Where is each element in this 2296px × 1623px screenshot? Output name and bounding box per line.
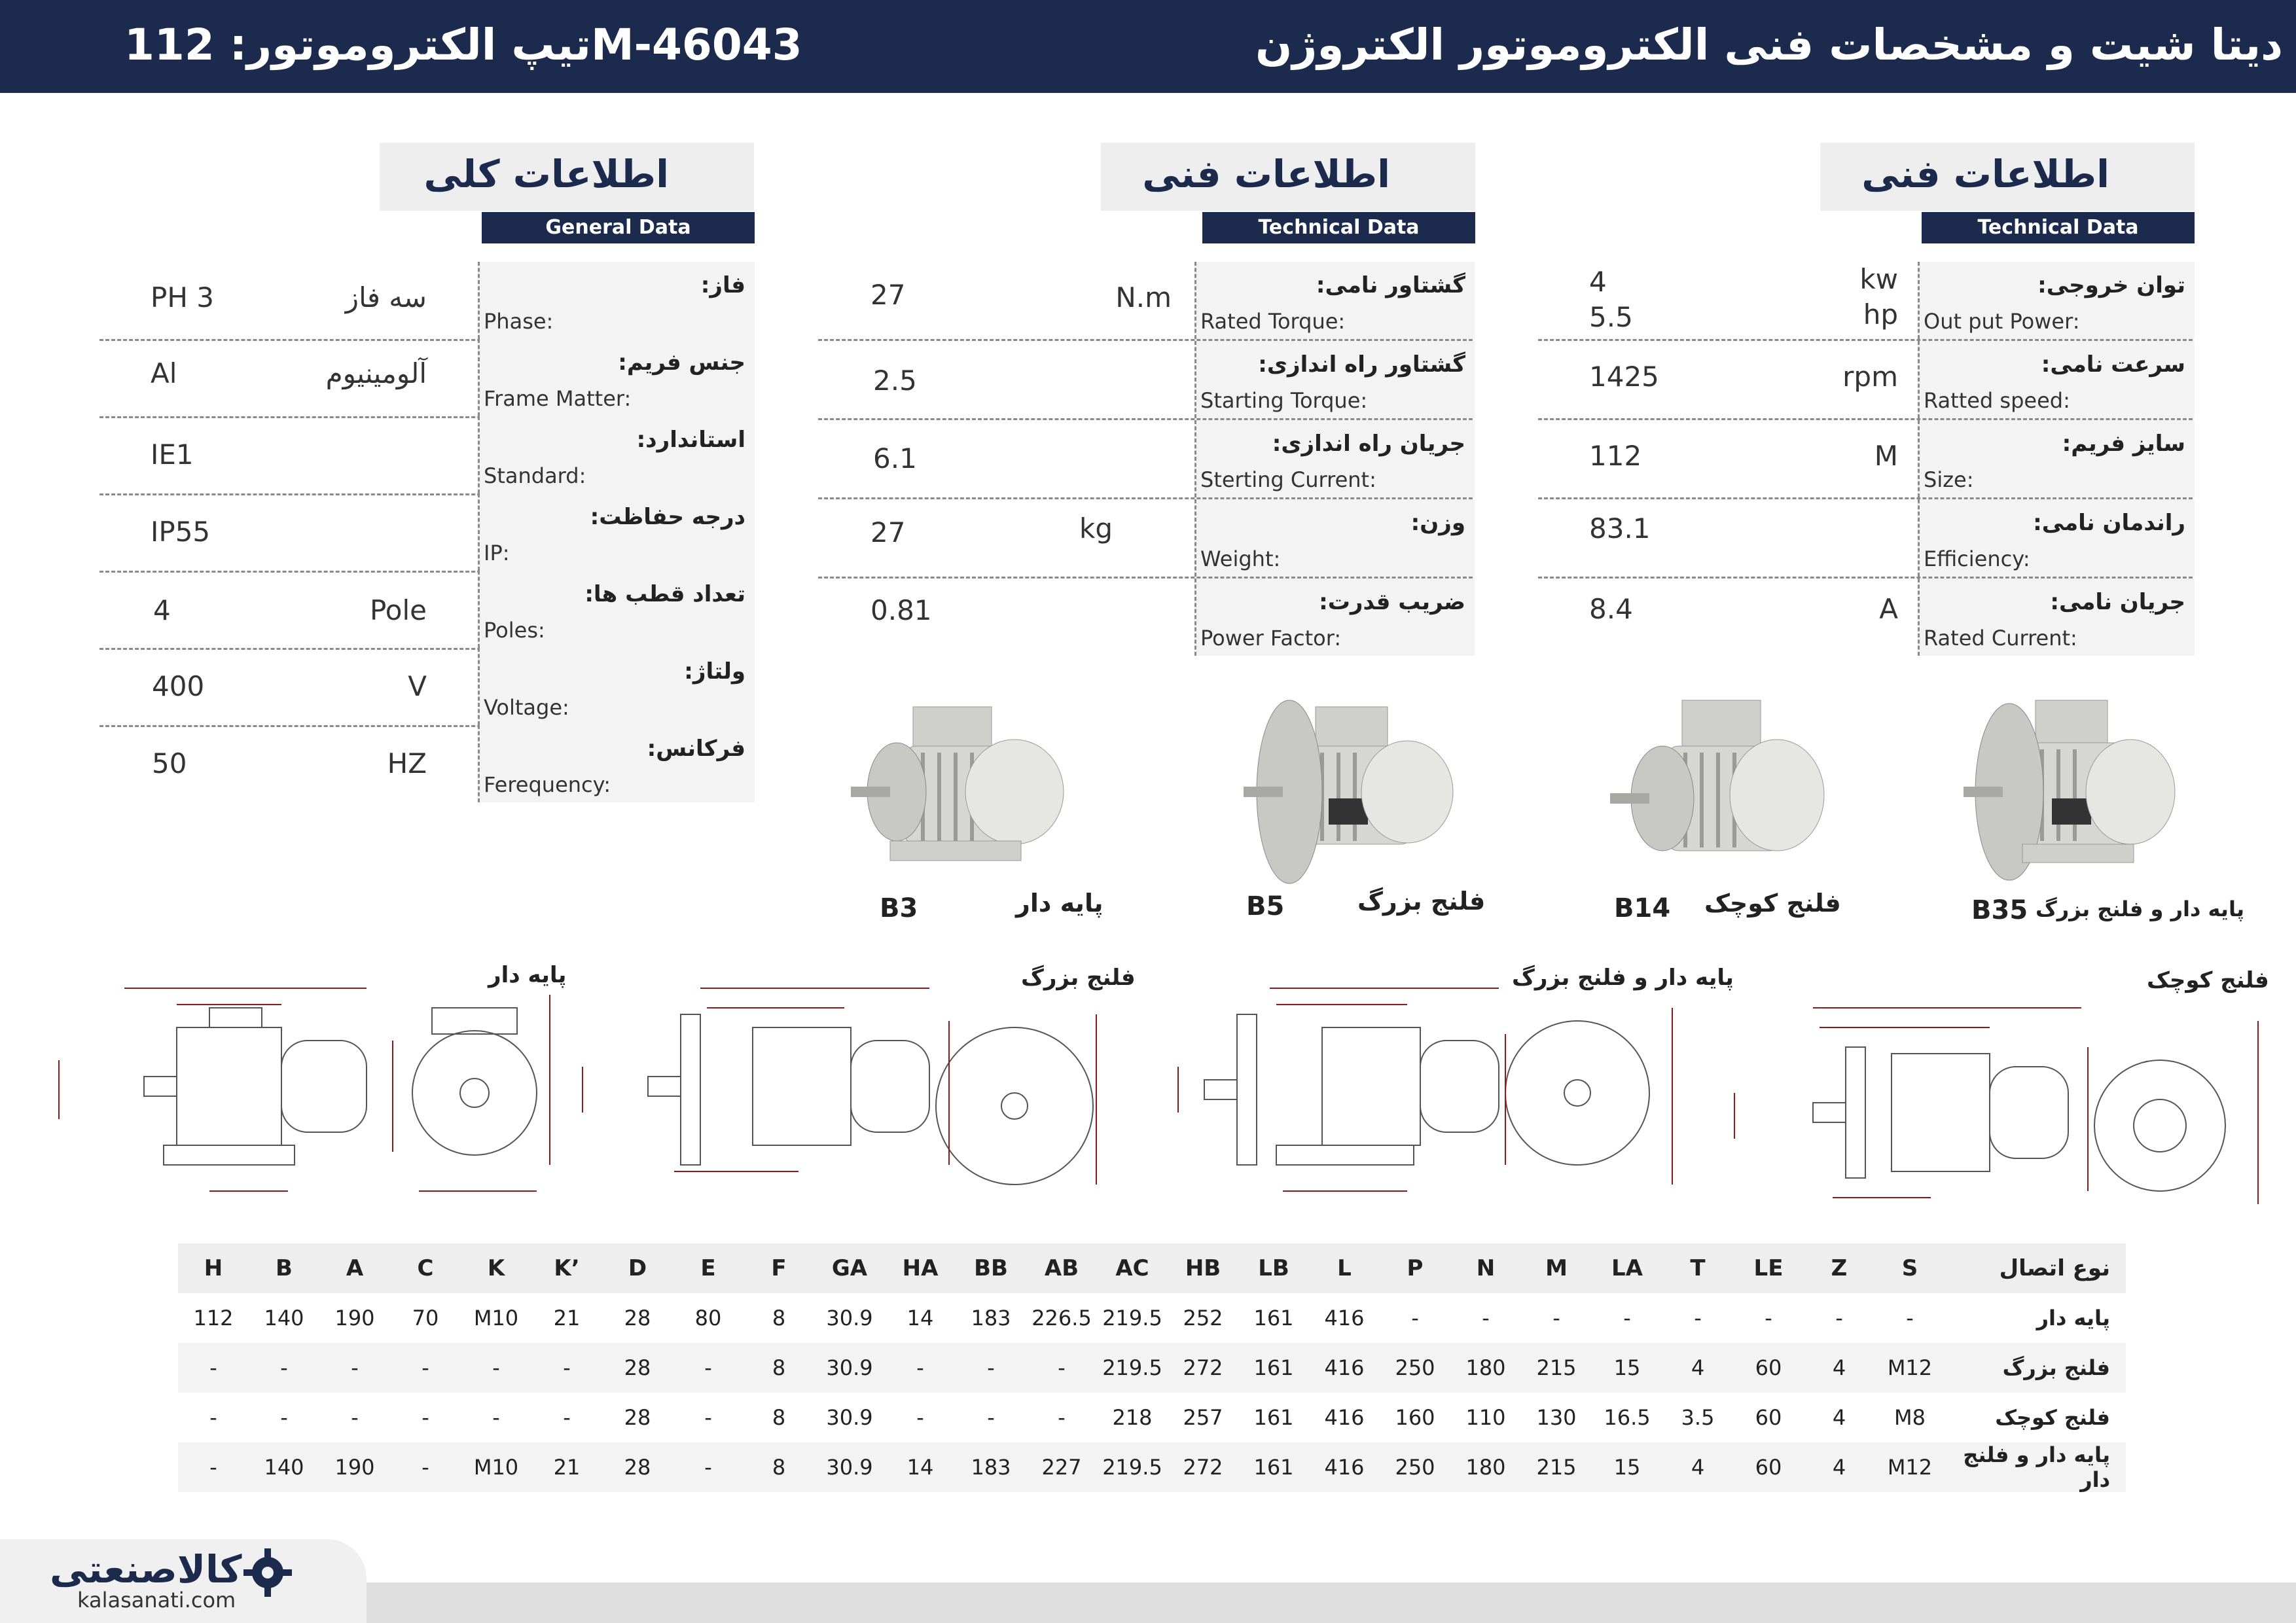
table-cell: 70 — [390, 1293, 461, 1343]
spec-value: IE1 — [151, 438, 194, 471]
spec-label-fa: وزن: — [1410, 510, 1465, 536]
table-cell: 161 — [1238, 1343, 1309, 1393]
table-cell: - — [461, 1343, 531, 1393]
table-cell: 112 — [178, 1293, 249, 1343]
spec-unit: N.m — [1115, 281, 1172, 313]
table-cell: 215 — [1521, 1343, 1592, 1393]
table-cell: 252 — [1168, 1293, 1238, 1343]
table-cell: 219.5 — [1097, 1442, 1168, 1492]
row-name: پایه دار — [1945, 1293, 2126, 1343]
spec-value: 50 — [152, 747, 187, 779]
tech1-section-header — [1820, 143, 2195, 211]
table-cell: M10 — [461, 1293, 531, 1343]
table-cell: 130 — [1521, 1393, 1592, 1442]
column-header: GA — [814, 1243, 885, 1293]
mount-code-b3: B3 — [880, 893, 918, 923]
table-cell: - — [319, 1393, 390, 1442]
table-cell: 161 — [1238, 1393, 1309, 1442]
table-cell: 416 — [1309, 1393, 1380, 1442]
spec-label-en: Ferequency: — [484, 772, 611, 797]
general-subtitle: General Data — [482, 212, 755, 243]
tech1-row-efficiency — [1538, 499, 2193, 579]
table-cell: 272 — [1168, 1343, 1238, 1393]
general-row-frame — [99, 339, 753, 418]
table-cell: - — [1026, 1393, 1097, 1442]
spec-label-fa: سرعت نامی: — [2041, 351, 2185, 378]
table-cell: - — [1450, 1293, 1521, 1343]
spec-label-fa: فرکانس: — [647, 736, 745, 762]
spec-value: 2.5 — [873, 365, 917, 397]
spec-label-fa: جریان نامی: — [2050, 589, 2185, 615]
table-cell: 28 — [602, 1343, 673, 1393]
dimension-table — [178, 1243, 2126, 1492]
table-cell: - — [956, 1393, 1026, 1442]
page-title: دیتا شیت و مشخصات فنی الکتروموتور الکتروژن — [1255, 20, 2283, 70]
column-header: BB — [956, 1243, 1026, 1293]
general-row-phase — [99, 262, 753, 341]
table-cell: - — [178, 1343, 249, 1393]
mount-code-b35: B35 — [1971, 895, 2028, 925]
drawing-foot-mount — [39, 969, 563, 1217]
spec-unit: HZ — [387, 747, 427, 779]
spec-value: 27 — [870, 516, 906, 548]
footer-logo — [0, 1539, 367, 1623]
table-cell: 250 — [1380, 1343, 1450, 1393]
gear-icon — [243, 1548, 292, 1597]
table-cell: 4 — [1804, 1442, 1874, 1492]
mount-label-b3: پایه دار — [1016, 889, 1103, 918]
table-cell: - — [178, 1393, 249, 1442]
tech2-row-power-factor — [818, 579, 1473, 656]
table-cell: - — [1592, 1293, 1662, 1343]
table-cell: 8 — [744, 1293, 814, 1343]
table-cell: 30.9 — [814, 1343, 885, 1393]
tech1-row-size — [1538, 420, 2193, 499]
spec-value: 400 — [152, 670, 205, 702]
table-cell: - — [673, 1442, 744, 1492]
spec-label-fa: گشتاور نامی: — [1316, 272, 1465, 298]
spec-unit: kg — [1079, 512, 1113, 544]
drawing-title-small-flange: فلنج کوچک — [2147, 967, 2269, 993]
spec-label-fa: ولتاژ: — [684, 658, 745, 685]
row-name: فلنج بزرگ — [1945, 1343, 2126, 1393]
table-cell: 219.5 — [1097, 1293, 1168, 1343]
table-cell: - — [1662, 1293, 1733, 1343]
column-header: K’ — [531, 1243, 602, 1293]
spec-unit: kw — [1859, 263, 1898, 295]
general-row-standard — [99, 416, 753, 495]
column-header: P — [1380, 1243, 1450, 1293]
spec-unit: A — [1879, 593, 1898, 625]
spec-label-en: Starting Torque: — [1200, 388, 1368, 413]
general-row-ip — [99, 493, 753, 573]
spec-label-en: Weight: — [1200, 546, 1281, 571]
table-cell: 4 — [1662, 1442, 1733, 1492]
table-cell: 215 — [1521, 1442, 1592, 1492]
table-cell: - — [319, 1343, 390, 1393]
table-cell: 226.5 — [1026, 1293, 1097, 1343]
table-cell: 416 — [1309, 1442, 1380, 1492]
spec-value: IP55 — [151, 516, 211, 548]
column-header: K — [461, 1243, 531, 1293]
table-cell: - — [885, 1393, 956, 1442]
drawing-big-flange — [576, 969, 1100, 1217]
table-cell: 140 — [249, 1442, 319, 1492]
spec-value: 6.1 — [873, 442, 917, 474]
tech2-row-torque — [818, 262, 1473, 341]
spec-label-en: Poles: — [484, 618, 545, 643]
table-cell: M12 — [1874, 1442, 1945, 1492]
spec-label-en: Efficiency: — [1924, 546, 2030, 571]
table-cell: 140 — [249, 1293, 319, 1343]
table-cell: 190 — [319, 1442, 390, 1492]
table-cell: 416 — [1309, 1343, 1380, 1393]
table-row — [178, 1442, 2126, 1492]
table-row — [178, 1343, 2126, 1393]
spec-label-fa: توان خروجی: — [2037, 272, 2185, 298]
table-cell: - — [885, 1343, 956, 1393]
table-cell: - — [1521, 1293, 1592, 1343]
table-cell: 4 — [1662, 1343, 1733, 1393]
table-cell: 28 — [602, 1393, 673, 1442]
table-cell: 180 — [1450, 1343, 1521, 1393]
tech2-subtitle: Technical Data — [1202, 212, 1475, 243]
spec-value: 4 — [1589, 266, 1607, 298]
table-cell: 272 — [1168, 1442, 1238, 1492]
brand-name: کالاصنعتی — [50, 1547, 242, 1592]
spec-value: 4 — [153, 594, 171, 626]
drawing-foot-big-flange — [1158, 969, 1682, 1217]
spec-label-fa: فاز: — [700, 272, 745, 298]
spec-label-fa: درجه حفاظت: — [590, 504, 745, 530]
column-header: B — [249, 1243, 319, 1293]
drawing-title-big-flange: فلنج بزرگ — [1021, 965, 1136, 991]
table-cell: 60 — [1733, 1343, 1804, 1393]
column-header: S — [1874, 1243, 1945, 1293]
table-cell: - — [461, 1393, 531, 1442]
table-cell: 227 — [1026, 1442, 1097, 1492]
table-cell: 4 — [1804, 1393, 1874, 1442]
spec-unit: M — [1874, 440, 1898, 472]
spec-unit: V — [408, 670, 427, 702]
table-cell: 161 — [1238, 1293, 1309, 1343]
table-cell: - — [531, 1343, 602, 1393]
tech1-row-speed — [1538, 341, 2193, 420]
table-cell: M12 — [1874, 1343, 1945, 1393]
spec-value: 0.81 — [870, 594, 932, 626]
spec-label-en: Phase: — [484, 309, 554, 334]
table-cell: 16.5 — [1592, 1393, 1662, 1442]
row-name: پایه دار و فلنج دار — [1945, 1442, 2126, 1492]
table-cell: 180 — [1450, 1442, 1521, 1492]
table-row — [178, 1293, 2126, 1343]
table-cell: 110 — [1450, 1393, 1521, 1442]
table-cell: 3.5 — [1662, 1393, 1733, 1442]
spec-label-fa: تعداد قطب ها: — [584, 581, 745, 607]
spec-unit: rpm — [1842, 361, 1898, 393]
column-header: Z — [1804, 1243, 1874, 1293]
table-cell: 21 — [531, 1442, 602, 1492]
table-cell: 15 — [1592, 1343, 1662, 1393]
spec-label-en: Frame Matter: — [484, 386, 632, 411]
column-header: F — [744, 1243, 814, 1293]
table-cell: - — [1380, 1293, 1450, 1343]
spec-label-en: Ratted speed: — [1924, 388, 2070, 413]
spec-label-en: Out put Power: — [1924, 309, 2080, 334]
table-cell: M10 — [461, 1442, 531, 1492]
motor-image-b14 — [1610, 687, 1826, 897]
table-cell: 183 — [956, 1293, 1026, 1343]
table-cell: M8 — [1874, 1393, 1945, 1442]
column-header: L — [1309, 1243, 1380, 1293]
spec-label-fa: جنس فریم: — [618, 349, 745, 376]
spec-label-en: Size: — [1924, 467, 1974, 492]
table-cell: - — [956, 1343, 1026, 1393]
column-header: E — [673, 1243, 744, 1293]
brand-url[interactable]: kalasanati.com — [77, 1588, 236, 1613]
drawing-small-flange — [1715, 982, 2265, 1230]
table-row — [178, 1393, 2126, 1442]
drawing-title-foot: پایه دار — [488, 962, 567, 988]
tech2-row-starting-current — [818, 420, 1473, 499]
spec-unit: Pole — [369, 594, 427, 626]
table-cell: 14 — [885, 1442, 956, 1492]
table-cell: 30.9 — [814, 1393, 885, 1442]
spec-value: 112 — [1589, 440, 1642, 472]
table-cell: 183 — [956, 1442, 1026, 1492]
general-row-poles — [99, 571, 753, 650]
drawing-title-foot-big-flange: پایه دار و فلنج بزرگ — [1512, 965, 1734, 991]
table-cell: - — [249, 1343, 319, 1393]
mount-label-b5: فلنج بزرگ — [1357, 887, 1486, 916]
corner-header: نوع اتصال — [1945, 1243, 2126, 1293]
table-cell: 80 — [673, 1293, 744, 1343]
tech1-row-current — [1538, 579, 2193, 656]
column-header: LE — [1733, 1243, 1804, 1293]
table-cell: 28 — [602, 1442, 673, 1492]
tech2-section-header — [1101, 143, 1475, 211]
table-cell: - — [1026, 1343, 1097, 1393]
spec-label-fa: جریان راه اندازی: — [1272, 431, 1465, 457]
table-cell: 161 — [1238, 1442, 1309, 1492]
spec-value: Al — [151, 357, 177, 389]
column-header: H — [178, 1243, 249, 1293]
spec-label-en: Power Factor: — [1200, 626, 1342, 651]
spec-value: 27 — [870, 279, 906, 311]
tech2-row-weight — [818, 499, 1473, 579]
table-cell: - — [390, 1442, 461, 1492]
spec-unit: سه فاز — [345, 281, 427, 313]
table-cell: 4 — [1804, 1343, 1874, 1393]
table-cell: - — [1874, 1293, 1945, 1343]
column-header: AC — [1097, 1243, 1168, 1293]
spec-label-fa: راندمان نامی: — [2033, 510, 2185, 536]
general-section-header — [380, 143, 754, 211]
table-cell: 250 — [1380, 1442, 1450, 1492]
tech1-row-power — [1538, 262, 2193, 341]
table-cell: 30.9 — [814, 1442, 885, 1492]
spec-value-2: 5.5 — [1589, 301, 1633, 333]
table-cell: 160 — [1380, 1393, 1450, 1442]
column-header: M — [1521, 1243, 1592, 1293]
motor-image-b3 — [851, 674, 1067, 883]
table-cell: - — [390, 1343, 461, 1393]
motor-image-b5 — [1244, 681, 1460, 890]
table-cell: 60 — [1733, 1393, 1804, 1442]
spec-label-en: Voltage: — [484, 695, 569, 720]
table-cell: 14 — [885, 1293, 956, 1343]
dimension-table-header — [178, 1243, 2126, 1293]
general-row-voltage — [99, 648, 753, 727]
tech2-row-starting-torque — [818, 341, 1473, 420]
column-header: N — [1450, 1243, 1521, 1293]
general-title: اطلاعات کلی — [423, 152, 669, 196]
spec-label-fa: ضریب قدرت: — [1319, 589, 1465, 615]
spec-value: PH 3 — [151, 281, 214, 313]
table-cell: - — [531, 1393, 602, 1442]
spec-label-fa: استاندارد: — [636, 427, 745, 453]
header-bar — [0, 0, 2296, 93]
table-cell: 15 — [1592, 1442, 1662, 1492]
table-cell: - — [1804, 1293, 1874, 1343]
table-cell: 8 — [744, 1393, 814, 1442]
spec-label-fa: سایز فریم: — [2062, 431, 2185, 457]
table-cell: - — [390, 1393, 461, 1442]
table-cell: 60 — [1733, 1442, 1804, 1492]
spec-value: 8.4 — [1589, 593, 1633, 625]
tech1-title: اطلاعات فنی — [1861, 152, 2109, 196]
mount-label-b14: فلنج کوچک — [1704, 889, 1841, 918]
table-cell: 257 — [1168, 1393, 1238, 1442]
general-row-frequency — [99, 725, 753, 802]
spec-unit-2: hp — [1863, 298, 1898, 330]
motor-type-title: تیپ الکتروموتور: 112M-46043 — [124, 20, 802, 70]
column-header: A — [319, 1243, 390, 1293]
table-cell: 218 — [1097, 1393, 1168, 1442]
table-cell: 416 — [1309, 1293, 1380, 1343]
tech2-title: اطلاعات فنی — [1142, 152, 1390, 196]
table-cell: - — [673, 1393, 744, 1442]
spec-label-en: Rated Torque: — [1200, 309, 1346, 334]
spec-value: 83.1 — [1589, 512, 1651, 544]
motor-image-b35 — [1964, 681, 2179, 890]
spec-label-en: Sterting Current: — [1200, 467, 1376, 492]
table-cell: 8 — [744, 1343, 814, 1393]
spec-unit: آلومینیوم — [325, 357, 427, 389]
table-cell: 21 — [531, 1293, 602, 1343]
table-cell: 30.9 — [814, 1293, 885, 1343]
column-header: D — [602, 1243, 673, 1293]
spec-label-en: Standard: — [484, 463, 586, 488]
row-name: فلنج کوچک — [1945, 1393, 2126, 1442]
spec-label-en: IP: — [484, 541, 510, 565]
tech1-subtitle: Technical Data — [1922, 212, 2195, 243]
table-cell: - — [249, 1393, 319, 1442]
mount-label-b35: پایه دار و فلنج بزرگ — [2036, 897, 2244, 921]
column-header: LA — [1592, 1243, 1662, 1293]
column-header: T — [1662, 1243, 1733, 1293]
column-header: C — [390, 1243, 461, 1293]
table-cell: 28 — [602, 1293, 673, 1343]
spec-label-en: Rated Current: — [1924, 626, 2077, 651]
column-header: AB — [1026, 1243, 1097, 1293]
mount-code-b5: B5 — [1246, 891, 1285, 921]
table-cell: 8 — [744, 1442, 814, 1492]
column-header: HA — [885, 1243, 956, 1293]
table-cell: 190 — [319, 1293, 390, 1343]
table-cell: - — [1733, 1293, 1804, 1343]
table-cell: - — [673, 1343, 744, 1393]
table-cell: 219.5 — [1097, 1343, 1168, 1393]
spec-value: 1425 — [1589, 361, 1659, 393]
column-header: LB — [1238, 1243, 1309, 1293]
spec-label-fa: گشتاور راه اندازی: — [1258, 351, 1465, 378]
table-cell: - — [178, 1442, 249, 1492]
column-header: HB — [1168, 1243, 1238, 1293]
mount-code-b14: B14 — [1614, 893, 1671, 923]
